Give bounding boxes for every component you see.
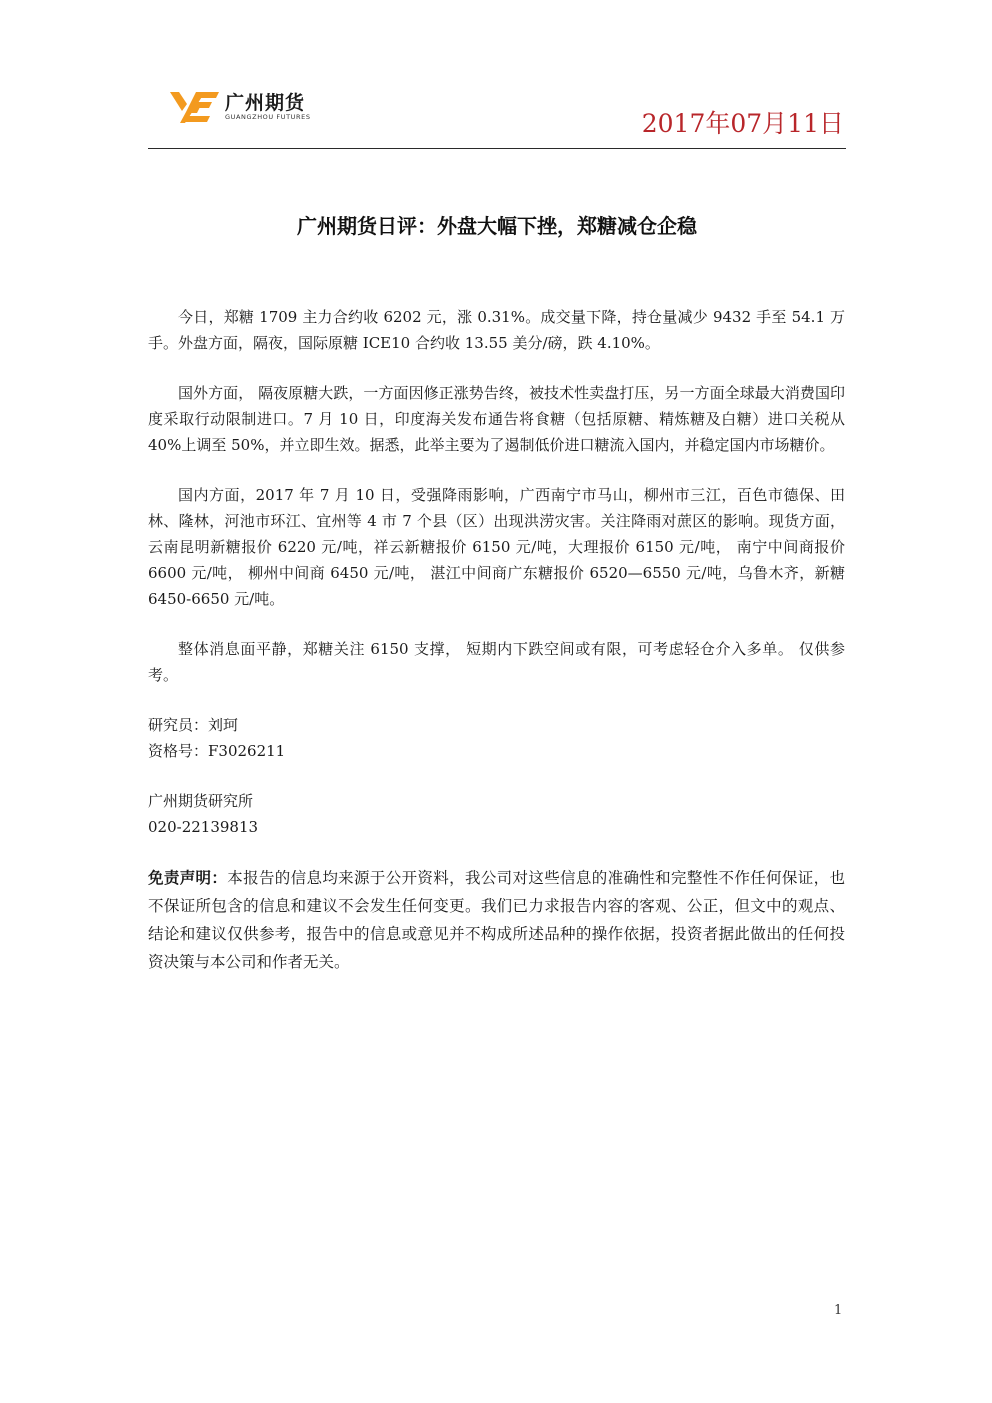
company-logo xyxy=(170,90,311,124)
paragraph-domestic: 国内方面，2017 年 7 月 10 日，受强降雨影响，广西南宁市马山，柳州市三江，百色市德保、田林、隆林，河池市环江、宜州等 4 市 7 个县（区）出现洪涝灾害。关注降雨对蔗区的影响。现货方面，云南昆明新糖报价 6220 元/吨，祥云新糖报价 6150 元/吨，大理报价 6150 元/吨， 南宁中间商报价 6600 元/吨， 柳州中间商 6450 元/吨， 湛江中间商广东糖报价 6520—6550 元/吨，乌鲁木齐，新糖 6450-6650 元/吨。 xyxy=(148,486,845,608)
researcher-name: 研究员：刘珂 xyxy=(148,716,239,734)
disclaimer-label: 免责声明： xyxy=(148,869,228,887)
disclaimer xyxy=(148,864,845,976)
report-header xyxy=(148,82,846,149)
researcher-license: 资格号：F3026211 xyxy=(148,742,286,760)
paragraph-outlook: 整体消息面平静，郑糖关注 6150 支撑， 短期内下跌空间或有限，可考虑轻仓介入多单。 仅供参考。 xyxy=(148,640,845,684)
guangzhou-futures-logo-icon xyxy=(170,90,220,124)
paragraph-overseas: 国外方面， 隔夜原糖大跌，一方面因修正涨势告终，被技术性卖盘打压，另一方面全球最大消费国印度采取行动限制进口。7 月 10 日，印度海关发布通告将食糖（包括原糖、精炼糖及白糖）进口关税从 40%上调至 50%，并立即生效。据悉，此举主要为了遏制低价进口糖流入国内，并稳定国内市场糖价。 xyxy=(148,384,845,454)
page-number: 1 xyxy=(834,1303,843,1318)
report-body xyxy=(148,304,845,976)
institute-phone: 020-22139813 xyxy=(148,818,259,836)
paragraph-market-summary: 今日，郑糖 1709 主力合约收 6202 元，涨 0.31%。成交量下降，持仓量减少 9432 手至 54.1 万手。外盘方面，隔夜，国际原糖 ICE10 合约收 13.55 美分/磅，跌 4.10%。 xyxy=(148,308,845,352)
report-title: 广州期货日评：外盘大幅下挫，郑糖减仓企稳 xyxy=(297,214,697,238)
disclaimer-text: 本报告的信息均来源于公开资料，我公司对这些信息的准确性和完整性不作任何保证，也不保证所包含的信息和建议不会发生任何变更。我们已力求报告内容的客观、公正，但文中的观点、结论和建议仅供参考，报告中的信息或意见并不构成所述品种的操作依据，投资者据此做出的任何投资决策与本公司和作者无关。 xyxy=(148,869,845,971)
institute-name: 广州期货研究所 xyxy=(148,792,254,810)
logo-english-name: GUANGZHOU FUTURES xyxy=(225,112,311,121)
logo-chinese-name: 广州期货 xyxy=(225,91,306,114)
institute-info xyxy=(148,788,845,840)
researcher-info xyxy=(148,712,845,764)
report-date: 2017年07月11日 xyxy=(641,109,844,138)
